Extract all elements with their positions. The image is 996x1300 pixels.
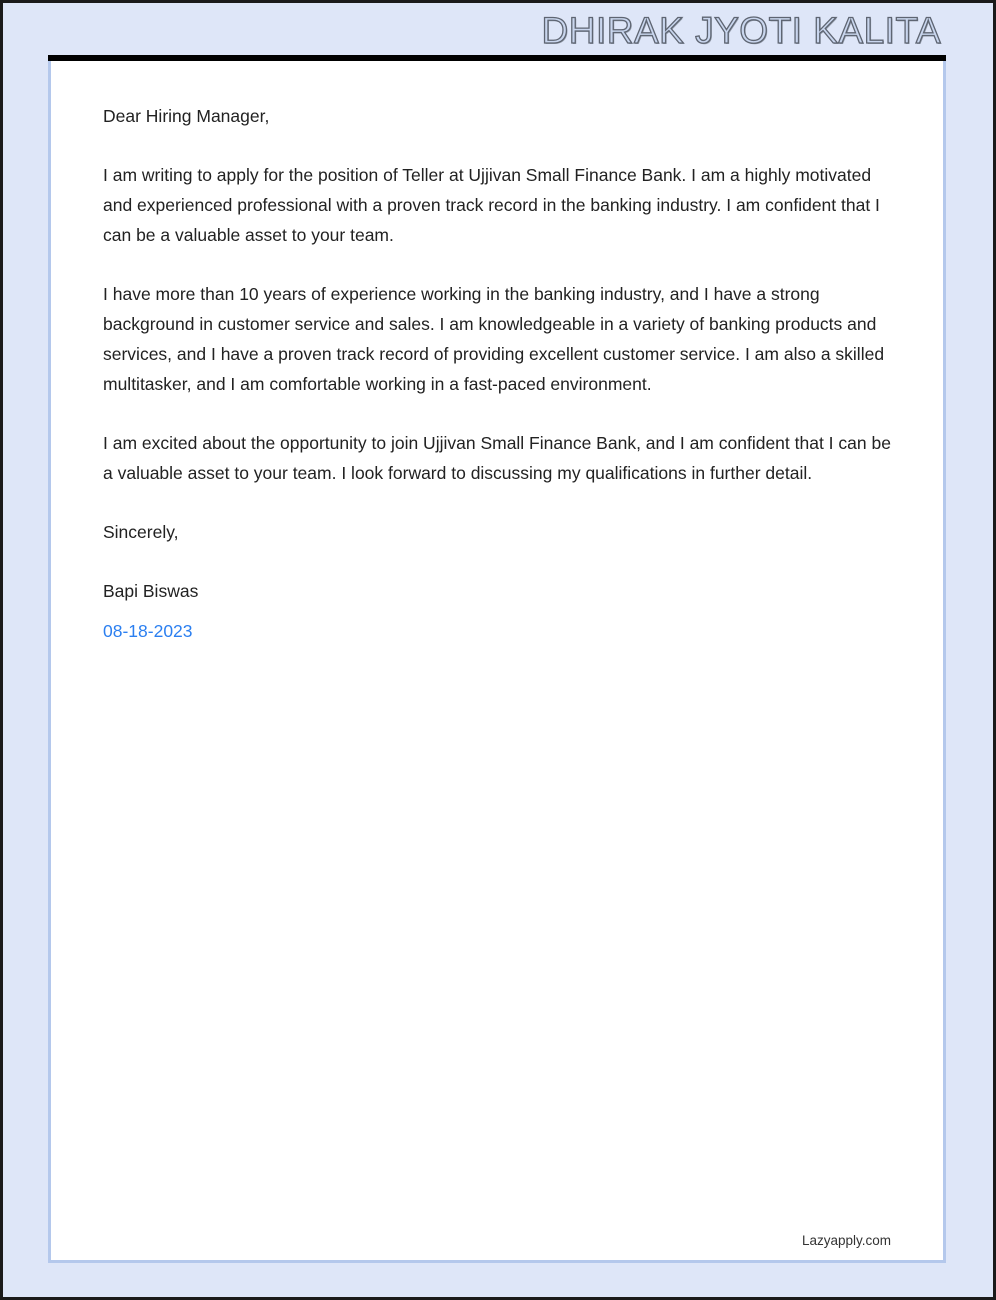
- footer-brand: Lazyapply.com: [801, 1233, 891, 1248]
- letter-paragraph-1: I am writing to apply for the position of Teller at Ujjivan Small Finance Bank. I am a highly motivated and experienced professional with a proven track record in the banking industry. I am confident that I can be a valuable asset to your team.: [103, 165, 885, 245]
- letter-body: [103, 101, 896, 646]
- letter-date: 08-18-2023: [103, 621, 193, 641]
- letter-paragraph-2: I have more than 10 years of experience working in the banking industry, and I have a strong background in customer service and sales. I am knowledgeable in a variety of banking products and services, and I have a proven track record of providing excellent customer service. I am also a skilled multitasker, and I am comfortable working in a fast-paced environment.: [103, 284, 889, 394]
- letter-closing: Sincerely,: [103, 522, 179, 542]
- letterhead-header: [3, 3, 993, 59]
- applicant-name-title: DHIRAK JYOTI KALITA: [541, 10, 941, 51]
- letter-signature-name: Bapi Biswas: [103, 581, 199, 601]
- letter-page: [48, 61, 946, 1263]
- letter-salutation: Dear Hiring Manager,: [103, 106, 270, 126]
- letter-paragraph-3: I am excited about the opportunity to join Ujjivan Small Finance Bank, and I am confident that I can be a valuable asset to your team. I look forward to discussing my qualifications in further detail.: [103, 433, 896, 483]
